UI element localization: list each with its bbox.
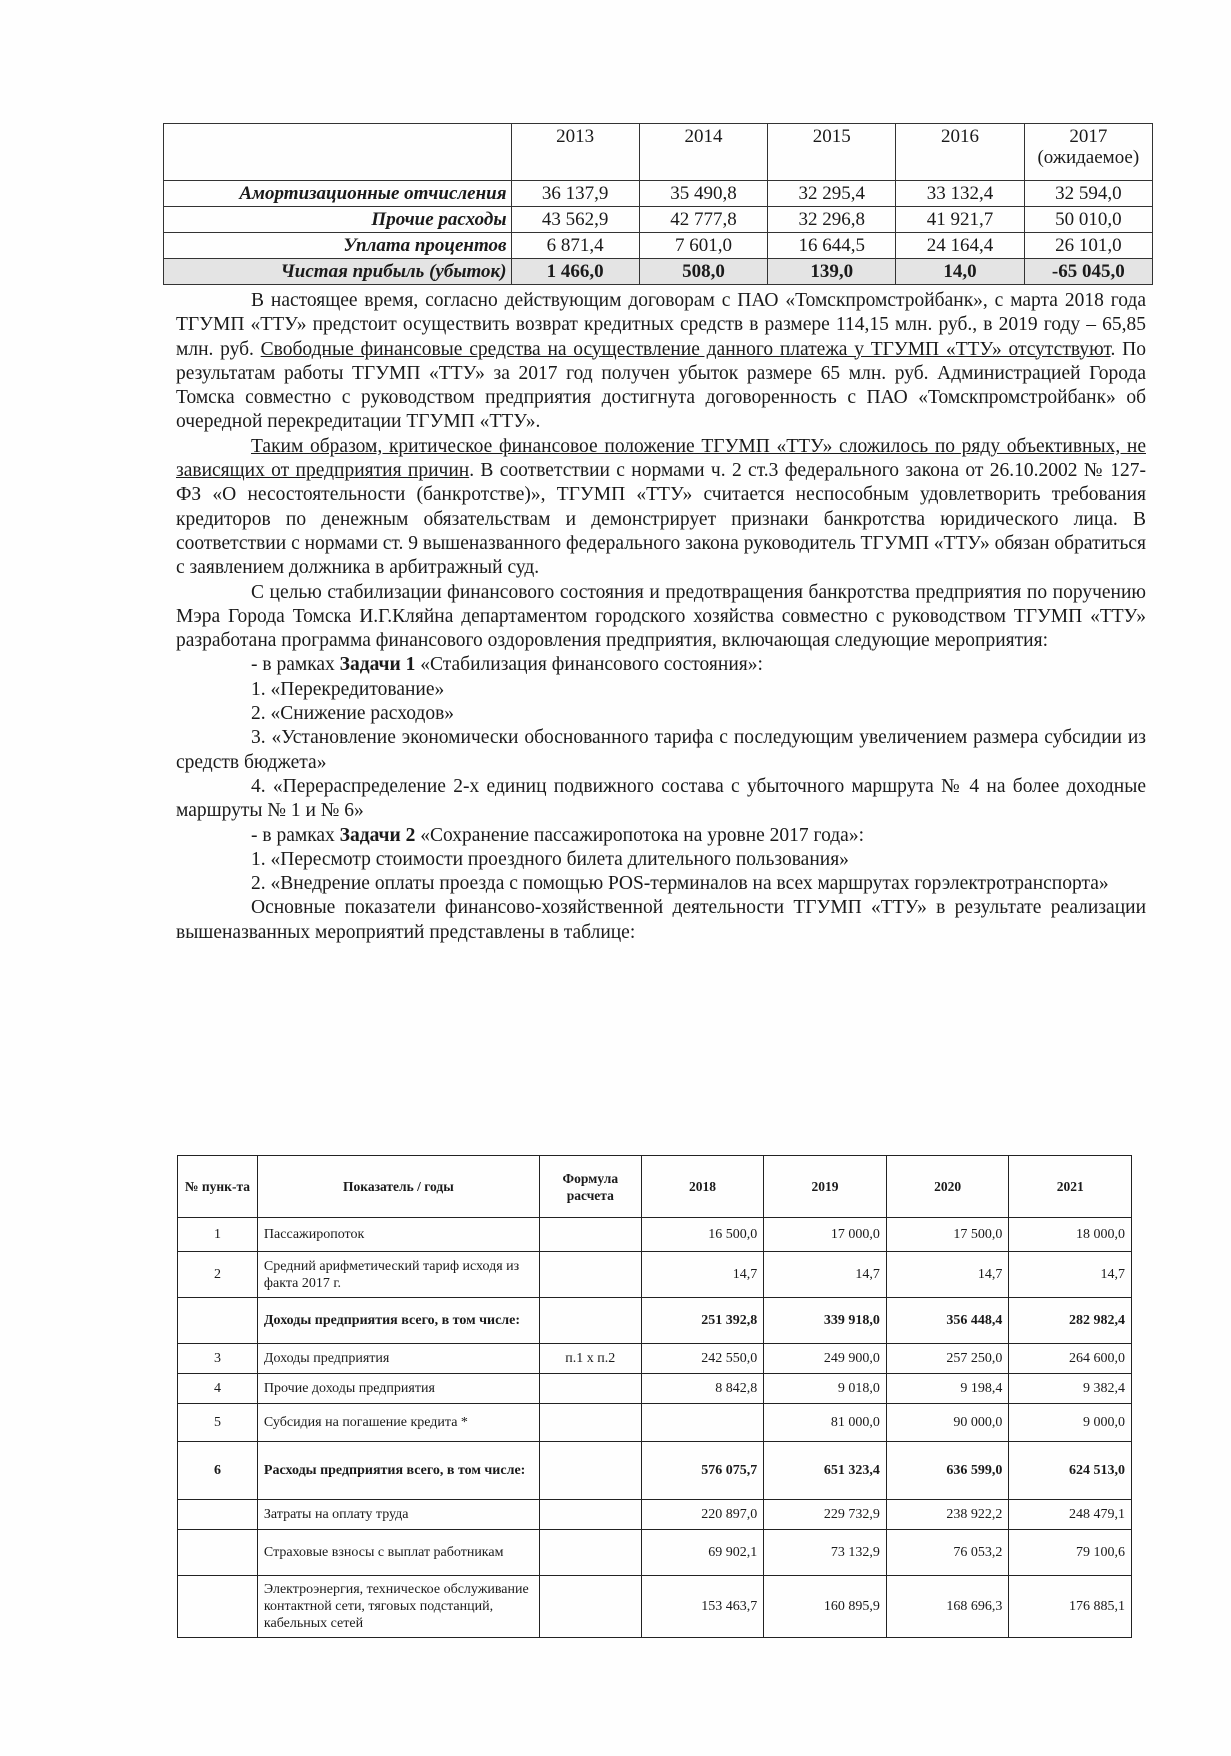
text-span: . По результатам работы ТГУМП «ТТУ» за 2017 год получен убыток размере 65 млн. руб. Администрацией Города Томска совместно с руководством предприятия достигнута договоренность с ПАО «Томскпромстройбанк» об очередной перекредитации ТГУМП «ТТУ». <box>176 338 1146 433</box>
table-cell: 264 600,0 <box>1009 1344 1132 1374</box>
header-year: 2018 <box>641 1156 764 1218</box>
table-cell: 168 696,3 <box>886 1576 1009 1638</box>
table-cell: 17 000,0 <box>764 1218 887 1252</box>
financial-history-table <box>163 123 1153 285</box>
table-cell: 24 164,4 <box>896 233 1024 259</box>
table-cell: 249 900,0 <box>764 1344 887 1374</box>
table-cell: 1 466,0 <box>511 259 639 285</box>
row-number: 4 <box>178 1374 258 1404</box>
header-year: 2013 <box>511 124 639 181</box>
table-cell: 32 594,0 <box>1024 181 1152 207</box>
table-header-row <box>178 1156 1132 1218</box>
row-formula <box>539 1404 641 1442</box>
row-number: 2 <box>178 1252 258 1298</box>
table-cell: 17 500,0 <box>886 1218 1009 1252</box>
row-label: Уплата процентов <box>164 233 512 259</box>
row-label: Доходы предприятия всего, в том числе: <box>257 1298 539 1344</box>
list-item: 2. «Снижение расходов» <box>251 703 455 725</box>
table-row <box>178 1530 1132 1576</box>
table-cell: 76 053,2 <box>886 1530 1009 1576</box>
row-label: Прочие расходы <box>164 207 512 233</box>
row-formula <box>539 1576 641 1638</box>
row-label: Доходы предприятия <box>257 1344 539 1374</box>
row-label: Средний арифметический тариф исходя из факта 2017 г. <box>257 1252 539 1298</box>
list-item: 1. «Пересмотр стоимости проездного билета длительного пользования» <box>251 848 849 870</box>
header-number: № пунк-та <box>178 1156 258 1218</box>
row-number: 6 <box>178 1442 258 1500</box>
table-cell: 229 732,9 <box>764 1500 887 1530</box>
table-row <box>178 1576 1132 1638</box>
table-cell: 9 382,4 <box>1009 1374 1132 1404</box>
paragraph <box>176 289 1146 435</box>
text-span: - в рамках <box>251 654 340 676</box>
table-cell: 42 777,8 <box>639 207 767 233</box>
list-item: 3. «Установление экономически обоснованного тарифа с последующим увеличением размера субсидии из средств бюджета» <box>176 727 1146 773</box>
table-cell: 14,7 <box>886 1252 1009 1298</box>
table-cell: 248 479,1 <box>1009 1500 1132 1530</box>
table-cell: 90 000,0 <box>886 1404 1009 1442</box>
header-year: 2017 <box>1069 126 1108 147</box>
table-cell: 7 601,0 <box>639 233 767 259</box>
table-cell: 9 198,4 <box>886 1374 1009 1404</box>
table-row <box>178 1442 1132 1500</box>
table-cell: 508,0 <box>639 259 767 285</box>
text-span: - в рамках <box>251 824 340 846</box>
row-formula <box>539 1442 641 1500</box>
table-row <box>164 207 1153 233</box>
row-label: Страховые взносы с выплат работникам <box>257 1530 539 1576</box>
table-cell <box>641 1404 764 1442</box>
header-blank-cell <box>164 124 512 181</box>
row-label: Прочие доходы предприятия <box>257 1374 539 1404</box>
underlined-text: Свободные финансовые средства на осуществление данного платежа у ТГУМП «ТТУ» отсутствуют <box>260 338 1111 360</box>
table-cell: 220 897,0 <box>641 1500 764 1530</box>
table-cell: 651 323,4 <box>764 1442 887 1500</box>
header-year: 2020 <box>886 1156 1009 1218</box>
table-cell: 14,7 <box>641 1252 764 1298</box>
table-cell: -65 045,0 <box>1024 259 1152 285</box>
table-cell: 41 921,7 <box>896 207 1024 233</box>
paragraph: С целью стабилизации финансового состояния и предотвращения банкротства предприятия по поручению Мэра Города Томска И.Г.Кляйна департаментом городского хозяйства совместно с руководством ТГУМП «ТТУ» разработана программа финансового оздоровления предприятия, включающая следующие мероприятия: <box>176 581 1146 652</box>
table-cell: 624 513,0 <box>1009 1442 1132 1500</box>
row-formula: п.1 х п.2 <box>539 1344 641 1374</box>
header-year-2017 <box>1024 124 1152 181</box>
row-number: 3 <box>178 1344 258 1374</box>
table-cell: 356 448,4 <box>886 1298 1009 1344</box>
table-row <box>164 233 1153 259</box>
table-cell: 33 132,4 <box>896 181 1024 207</box>
table-cell: 35 490,8 <box>639 181 767 207</box>
table-cell: 339 918,0 <box>764 1298 887 1344</box>
row-formula <box>539 1500 641 1530</box>
table-cell: 69 902,1 <box>641 1530 764 1576</box>
table-cell: 9 018,0 <box>764 1374 887 1404</box>
table-cell: 81 000,0 <box>764 1404 887 1442</box>
task-heading <box>176 653 1146 677</box>
table-cell: 14,7 <box>764 1252 887 1298</box>
row-number <box>178 1500 258 1530</box>
header-year-note: (ожидаемое) <box>1037 147 1140 168</box>
table-cell: 16 500,0 <box>641 1218 764 1252</box>
table-row <box>178 1404 1132 1442</box>
text-span: «Сохранение пассажиропотока на уровне 2017 года»: <box>415 824 864 846</box>
list-item: 4. «Перераспределение 2-х единиц подвижного состава с убыточного маршрута № 4 на более доходные маршруты № 1 и № 6» <box>176 775 1146 822</box>
row-formula <box>539 1252 641 1298</box>
bold-text: Задачи 2 <box>339 824 416 846</box>
row-label: Электроэнергия, техническое обслуживание контактной сети, тяговых подстанций, кабельных сетей <box>257 1576 539 1638</box>
paragraph: Основные показатели финансово-хозяйственной деятельности ТГУМП «ТТУ» в результате реализации вышеназванных мероприятий представлены в таблице: <box>176 897 1146 943</box>
table-row <box>178 1298 1132 1344</box>
table-cell: 251 392,8 <box>641 1298 764 1344</box>
row-formula <box>539 1298 641 1344</box>
header-year: 2014 <box>639 124 767 181</box>
table-cell: 79 100,6 <box>1009 1530 1132 1576</box>
row-label: Чистая прибыль (убыток) <box>164 259 512 285</box>
row-number <box>178 1576 258 1638</box>
table-cell: 139,0 <box>768 259 896 285</box>
list-item: 2. «Внедрение оплаты проезда с помощью POS-терминалов на всех маршрутах горэлектротранспорта» <box>251 873 1109 895</box>
table-cell: 32 296,8 <box>768 207 896 233</box>
header-year: 2021 <box>1009 1156 1132 1218</box>
table-cell: 160 895,9 <box>764 1576 887 1638</box>
body-text <box>176 289 1146 945</box>
table-row <box>178 1374 1132 1404</box>
table-cell: 16 644,5 <box>768 233 896 259</box>
row-label: Пассажиропоток <box>257 1218 539 1252</box>
text-span: В настоящее время, согласно действующим договорам с ПАО «Томскпромстройбанк», с марта 2018 года ТГУМП «ТТУ» предстоит осуществить возврат кредитных средств в размере 114,15 млн. руб., в 2019 году – 65,85 млн. руб. <box>176 290 1146 360</box>
table-cell: 576 075,7 <box>641 1442 764 1500</box>
header-year: 2015 <box>768 124 896 181</box>
row-label: Затраты на оплату труда <box>257 1500 539 1530</box>
table-cell: 14,7 <box>1009 1252 1132 1298</box>
paragraph <box>176 435 1146 581</box>
table-row <box>178 1500 1132 1530</box>
table-cell: 238 922,2 <box>886 1500 1009 1530</box>
table-cell: 43 562,9 <box>511 207 639 233</box>
row-label: Амортизационные отчисления <box>164 181 512 207</box>
table-cell: 32 295,4 <box>768 181 896 207</box>
table-cell: 8 842,8 <box>641 1374 764 1404</box>
row-label: Расходы предприятия всего, в том числе: <box>257 1442 539 1500</box>
task-heading <box>176 824 1146 848</box>
row-label: Субсидия на погашение кредита * <box>257 1404 539 1442</box>
table-cell: 282 982,4 <box>1009 1298 1132 1344</box>
table-cell: 9 000,0 <box>1009 1404 1132 1442</box>
table-row <box>178 1218 1132 1252</box>
list-item: 1. «Перекредитование» <box>251 678 445 700</box>
row-number <box>178 1298 258 1344</box>
table-cell: 36 137,9 <box>511 181 639 207</box>
text-span: . В соответствии с нормами ч. 2 ст.3 федерального закона от 26.10.2002 № 127-ФЗ «О несостоятельности (банкротстве)», ТГУМП «ТТУ» считается неспособным удовлетворить требования кредиторов по денежным обязательствам и демонстрирует признаки банкротства юридического лица. В соответствии с нормами ст. 9 вышеназванного федерального закона руководитель ТГУМП «ТТУ» обязан обратиться с заявлением должника в арбитражный суд. <box>176 460 1146 579</box>
text-span: «Стабилизация финансового состояния»: <box>415 654 763 676</box>
row-number: 5 <box>178 1404 258 1442</box>
forecast-indicators-table <box>177 1155 1132 1638</box>
table-cell: 14,0 <box>896 259 1024 285</box>
table-row <box>178 1344 1132 1374</box>
table-row-total <box>164 259 1153 285</box>
header-year: 2016 <box>896 124 1024 181</box>
row-formula <box>539 1374 641 1404</box>
table-cell: 73 132,9 <box>764 1530 887 1576</box>
table-cell: 6 871,4 <box>511 233 639 259</box>
row-number: 1 <box>178 1218 258 1252</box>
table-cell: 153 463,7 <box>641 1576 764 1638</box>
header-formula: Формула расчета <box>539 1156 641 1218</box>
table-cell: 50 010,0 <box>1024 207 1152 233</box>
table-cell: 636 599,0 <box>886 1442 1009 1500</box>
row-formula <box>539 1218 641 1252</box>
table-header-row <box>164 124 1153 181</box>
header-indicator: Показатель / годы <box>257 1156 539 1218</box>
bold-text: Задачи 1 <box>339 654 416 676</box>
row-number <box>178 1530 258 1576</box>
header-year: 2019 <box>764 1156 887 1218</box>
table-row <box>164 181 1153 207</box>
table-cell: 18 000,0 <box>1009 1218 1132 1252</box>
underlined-text: Таким образом, критическое финансовое положение ТГУМП «ТТУ» сложилось по ряду объективных, не зависящих от предприятия причин <box>176 435 1146 482</box>
table-cell: 176 885,1 <box>1009 1576 1132 1638</box>
table-cell: 26 101,0 <box>1024 233 1152 259</box>
table-body <box>178 1218 1132 1638</box>
table-cell: 242 550,0 <box>641 1344 764 1374</box>
table-row <box>178 1252 1132 1298</box>
row-formula <box>539 1530 641 1576</box>
table-cell: 257 250,0 <box>886 1344 1009 1374</box>
